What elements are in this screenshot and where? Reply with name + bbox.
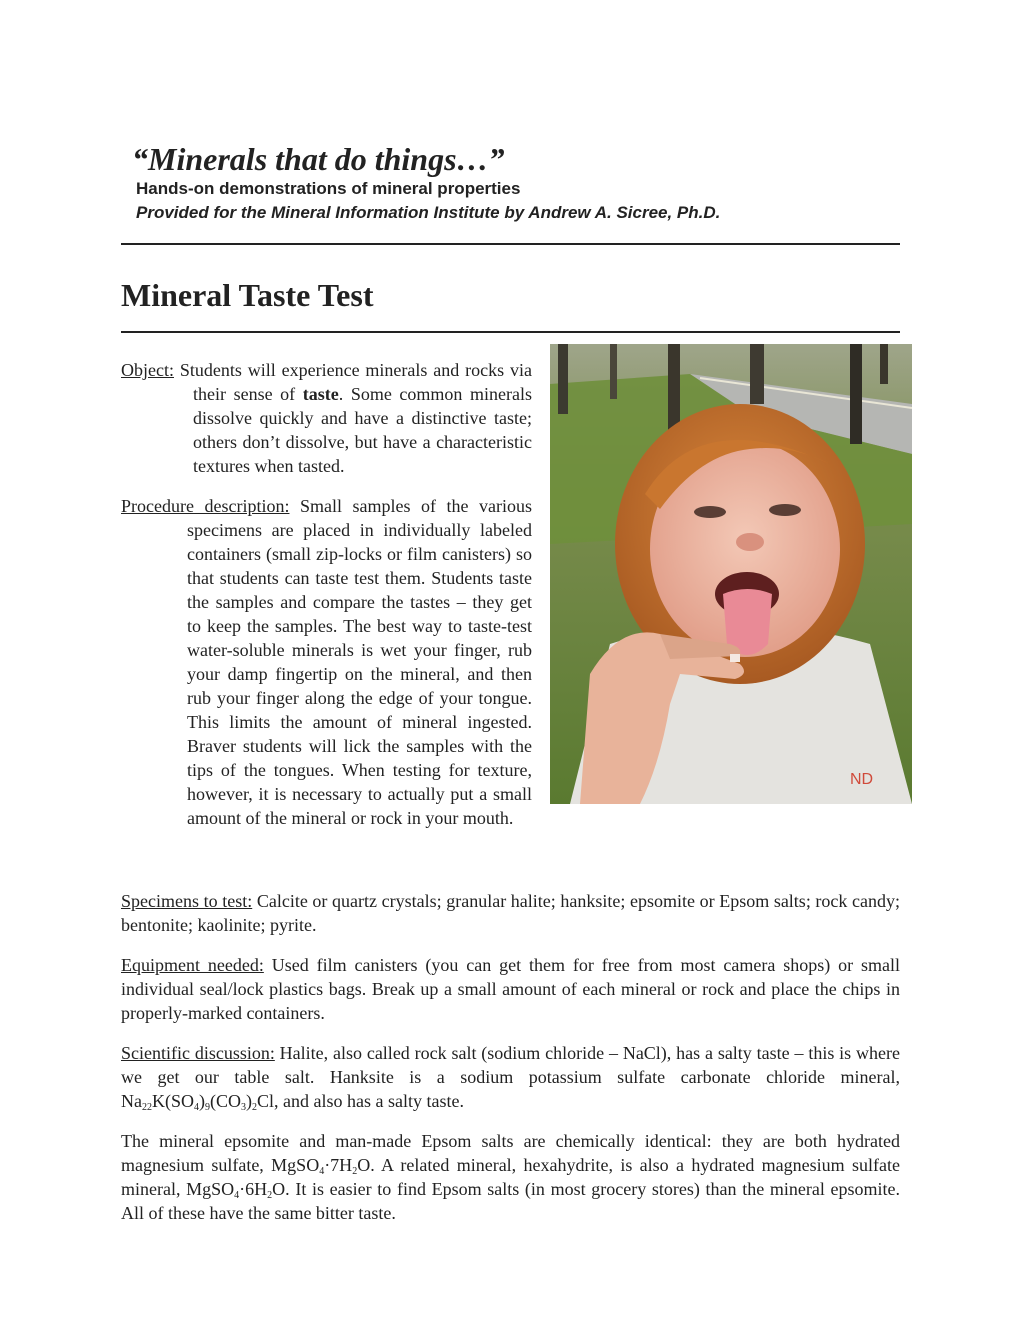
formula-subscript: 4 (319, 1166, 325, 1177)
formula-subscript: 2 (352, 1166, 358, 1177)
hanksite-formula (121, 1091, 274, 1111)
scientific-text-1: Halite, also called rock salt (sodium chloride – NaCl), has a salty taste – this is where we get our table salt. Hanksite is a sodium potassium sulfate carbonate chloride mineral, (121, 1043, 900, 1087)
page-title: Mineral Taste Test (121, 277, 374, 313)
procedure-label: Procedure description: (121, 496, 290, 516)
specimens-label: Specimens to test: (121, 891, 253, 911)
epsom-text-1: The mineral epsomite and man-made Epsom salts are chemically identical: they are both hydrated magnesium sulfate, (121, 1131, 900, 1175)
epsom-section (121, 1129, 900, 1225)
title-divider (121, 331, 900, 333)
series-subtitle: Hands-on demonstrations of mineral properties (136, 179, 521, 198)
formula-subscript: 9 (205, 1102, 211, 1113)
formula-part: O (272, 1179, 286, 1199)
header-divider (121, 243, 900, 245)
object-text-before: Students will experience minerals and rocks via their sense of (173, 360, 532, 404)
epsom-text-2: . A related mineral, hexahydrite, is also a hydrated magnesium sulfate mineral, (121, 1155, 900, 1199)
author-credit: Provided for the Mineral Information Institute by Andrew A. Sicree, Ph.D. (136, 203, 721, 222)
scientific-text-2: , and also has a salty taste. (274, 1091, 464, 1111)
object-text-after: . Some common minerals dissolve quickly and have a distinctive taste; others don’t dissolve, but have a characteristic textures when tasted. (193, 384, 532, 476)
epsom-text-3: . It is easier to find Epsom salts (in most grocery stores) than the mineral epsomite. All of these have the same bitter taste. (121, 1179, 900, 1223)
hexahydrite-formula (186, 1179, 285, 1199)
formula-subscript: 4 (194, 1102, 200, 1113)
formula-subscript: 2 (252, 1102, 258, 1113)
formula-subscript: 22 (142, 1102, 152, 1113)
scientific-label: Scientific discussion: (121, 1043, 275, 1063)
equipment-section (121, 953, 900, 1025)
formula-part: ·7H (324, 1155, 353, 1175)
formula-part: O (357, 1155, 371, 1175)
formula-part: K(SO (152, 1091, 195, 1111)
formula-part: ) (199, 1091, 206, 1111)
epsomite-formula (271, 1155, 370, 1175)
formula-subscript: 4 (234, 1190, 240, 1201)
formula-subscript: 3 (241, 1102, 247, 1113)
formula-subscript: 2 (267, 1190, 273, 1201)
scientific-section (121, 1041, 900, 1113)
formula-part: ) (246, 1091, 253, 1111)
formula-part: ·6H (239, 1179, 268, 1199)
formula-part: Cl (257, 1091, 275, 1111)
procedure-text: Small samples of the various specimens are placed in individually labeled containers (small zip-locks or film canisters) so that students can taste test them. Students taste the samples and compare the tastes – they get to keep the samples. The best way to taste-test water-soluble minerals is wet your finger, rub your damp fingertip on the mineral, and then rub your finger along the edge of your tongue. This limits the amount of mineral ingested. Braver students will lick the samples with the tips of the tongues. When testing for texture, however, it is necessary to actually put a small amount of the mineral or rock in your mouth. (187, 496, 533, 828)
formula-part: (CO (210, 1091, 242, 1111)
child-tasting-photo (550, 344, 912, 804)
object-bold-word: taste (302, 384, 339, 404)
series-title: “Minerals that do things…” (132, 141, 505, 177)
svg-text:ND: ND (850, 771, 874, 788)
formula-part: Na (121, 1091, 142, 1111)
object-label: Object: (121, 360, 174, 380)
procedure-section (121, 494, 532, 830)
document-header (132, 140, 720, 224)
formula-part: MgSO (186, 1179, 235, 1199)
object-section (121, 358, 532, 478)
formula-part: MgSO (271, 1155, 320, 1175)
specimens-section (121, 889, 900, 937)
specimens-text: Calcite or quartz crystals; granular halite; hanksite; epsomite or Epsom salts; rock candy; bentonite; kaolinite; pyrite. (121, 891, 901, 935)
equipment-label: Equipment needed: (121, 955, 264, 975)
equipment-text: Used film canisters (you can get them for free from most camera shops) or small individual seal/lock plastics bags. Break up a small amount of each mineral or rock and place the chips in properly-marked containers. (121, 955, 900, 1023)
